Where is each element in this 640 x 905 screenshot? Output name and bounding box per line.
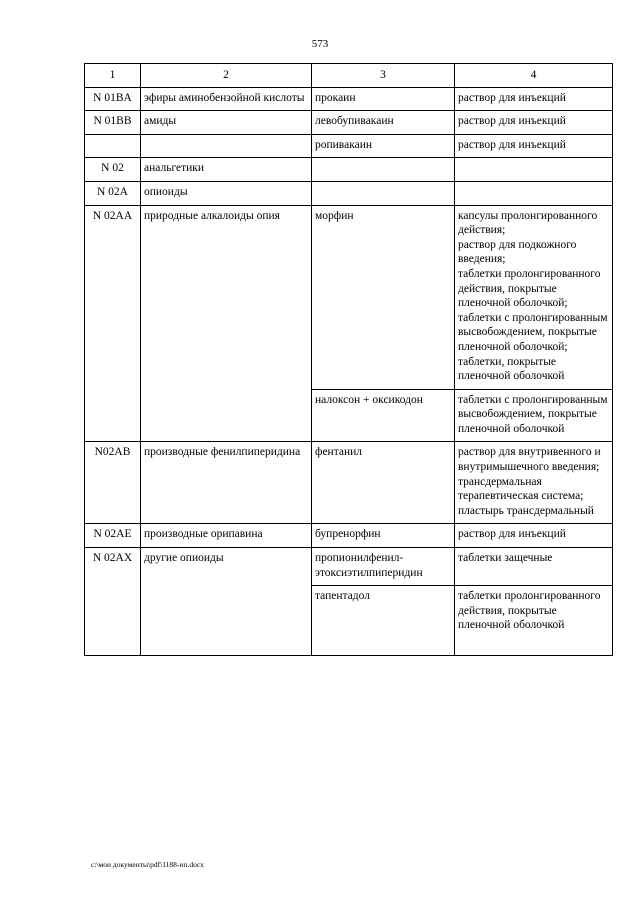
dosage-form-line: таблетки с пролонгированным высвобождением, покрытые пленочной оболочкой bbox=[458, 393, 608, 435]
drug-name: фентанил bbox=[312, 442, 455, 524]
table-row bbox=[85, 111, 613, 135]
drug-name bbox=[312, 158, 455, 182]
dosage-form-line: таблетки защечные bbox=[458, 552, 553, 565]
dosage-form-line: раствор для подкожного введения; bbox=[458, 238, 577, 266]
atc-code bbox=[85, 134, 141, 158]
dosage-form-line: пластырь трансдермальный bbox=[458, 504, 594, 517]
table-row bbox=[85, 134, 613, 158]
drug-name: тапентадол bbox=[312, 586, 455, 656]
dosage-form bbox=[455, 87, 613, 111]
dosage-form-line: таблетки пролонгированного действия, покрытые пленочной оболочкой bbox=[458, 590, 601, 632]
column-header: 4 bbox=[455, 64, 613, 88]
atc-code: N02AB bbox=[85, 442, 141, 524]
header-row bbox=[85, 64, 613, 88]
group-name: природные алкалоиды опия bbox=[141, 205, 312, 389]
drug-name: пропионилфенил-этоксиэтилпиперидин bbox=[312, 548, 455, 586]
group-name bbox=[141, 134, 312, 158]
dosage-form bbox=[455, 181, 613, 205]
drug-name: левобупивакаин bbox=[312, 111, 455, 135]
group-name: производные фенилпиперидина bbox=[141, 442, 312, 524]
dosage-form bbox=[455, 134, 613, 158]
group-name: эфиры аминобензойной кислоты bbox=[141, 87, 312, 111]
atc-code: N 01BA bbox=[85, 87, 141, 111]
atc-code: N 02AE bbox=[85, 524, 141, 548]
group-name: другие опиоиды bbox=[141, 548, 312, 586]
dosage-form-line: раствор для инъекций bbox=[458, 91, 566, 104]
table-row bbox=[85, 524, 613, 548]
atc-code: N 02 bbox=[85, 158, 141, 182]
column-header: 1 bbox=[85, 64, 141, 88]
dosage-form-line: раствор для инъекций bbox=[458, 115, 566, 128]
dosage-form bbox=[455, 158, 613, 182]
table-row bbox=[85, 87, 613, 111]
table-row bbox=[85, 548, 613, 586]
atc-code: N 02AX bbox=[85, 548, 141, 586]
atc-code: N 01BB bbox=[85, 111, 141, 135]
group-name: анальгетики bbox=[141, 158, 312, 182]
table-row bbox=[85, 158, 613, 182]
cell-spacer bbox=[458, 633, 609, 650]
footer-file-path: c:\мои документы\pdf\1188-ип.docx bbox=[91, 860, 204, 869]
column-header: 2 bbox=[141, 64, 312, 88]
dosage-form-line: таблетки, покрытые пленочной оболочкой bbox=[458, 355, 565, 383]
group-name: амиды bbox=[141, 111, 312, 135]
dosage-form bbox=[455, 389, 613, 442]
dosage-form bbox=[455, 548, 613, 586]
drug-name: налоксон + оксикодон bbox=[312, 389, 455, 442]
group-name: опиоиды bbox=[141, 181, 312, 205]
drug-name bbox=[312, 181, 455, 205]
drug-name: бупренорфин bbox=[312, 524, 455, 548]
dosage-form-line: раствор для внутривенного и внутримышечного введения; bbox=[458, 446, 601, 474]
drug-name: ропивакаин bbox=[312, 134, 455, 158]
table-row bbox=[85, 205, 613, 389]
dosage-form-line: трансдермальная терапевтическая система; bbox=[458, 475, 584, 503]
atc-code: N 02A bbox=[85, 181, 141, 205]
dosage-form-line: таблетки пролонгированного действия, покрытые пленочной оболочкой; bbox=[458, 267, 601, 310]
group-name: производные орипавина bbox=[141, 524, 312, 548]
drug-table bbox=[84, 63, 613, 656]
table-row bbox=[85, 586, 613, 656]
table-row bbox=[85, 181, 613, 205]
column-header: 3 bbox=[312, 64, 455, 88]
drug-name: морфин bbox=[312, 205, 455, 389]
group-name bbox=[141, 586, 312, 656]
dosage-form bbox=[455, 205, 613, 389]
dosage-form bbox=[455, 586, 613, 656]
dosage-form bbox=[455, 111, 613, 135]
dosage-form-line: таблетки с пролонгированным высвобождением, покрытые пленочной оболочкой; bbox=[458, 311, 608, 353]
atc-code bbox=[85, 586, 141, 656]
atc-code bbox=[85, 389, 141, 442]
group-name bbox=[141, 389, 312, 442]
table-row bbox=[85, 389, 613, 442]
dosage-form bbox=[455, 442, 613, 524]
atc-code: N 02AA bbox=[85, 205, 141, 389]
dosage-form bbox=[455, 524, 613, 548]
dosage-form-line: раствор для инъекций bbox=[458, 528, 566, 541]
page-number: 573 bbox=[311, 38, 329, 50]
drug-name: прокаин bbox=[312, 87, 455, 111]
dosage-form-line: капсулы пролонгированного действия; bbox=[458, 209, 598, 237]
dosage-form-line: раствор для инъекций bbox=[458, 138, 566, 151]
table-row bbox=[85, 442, 613, 524]
